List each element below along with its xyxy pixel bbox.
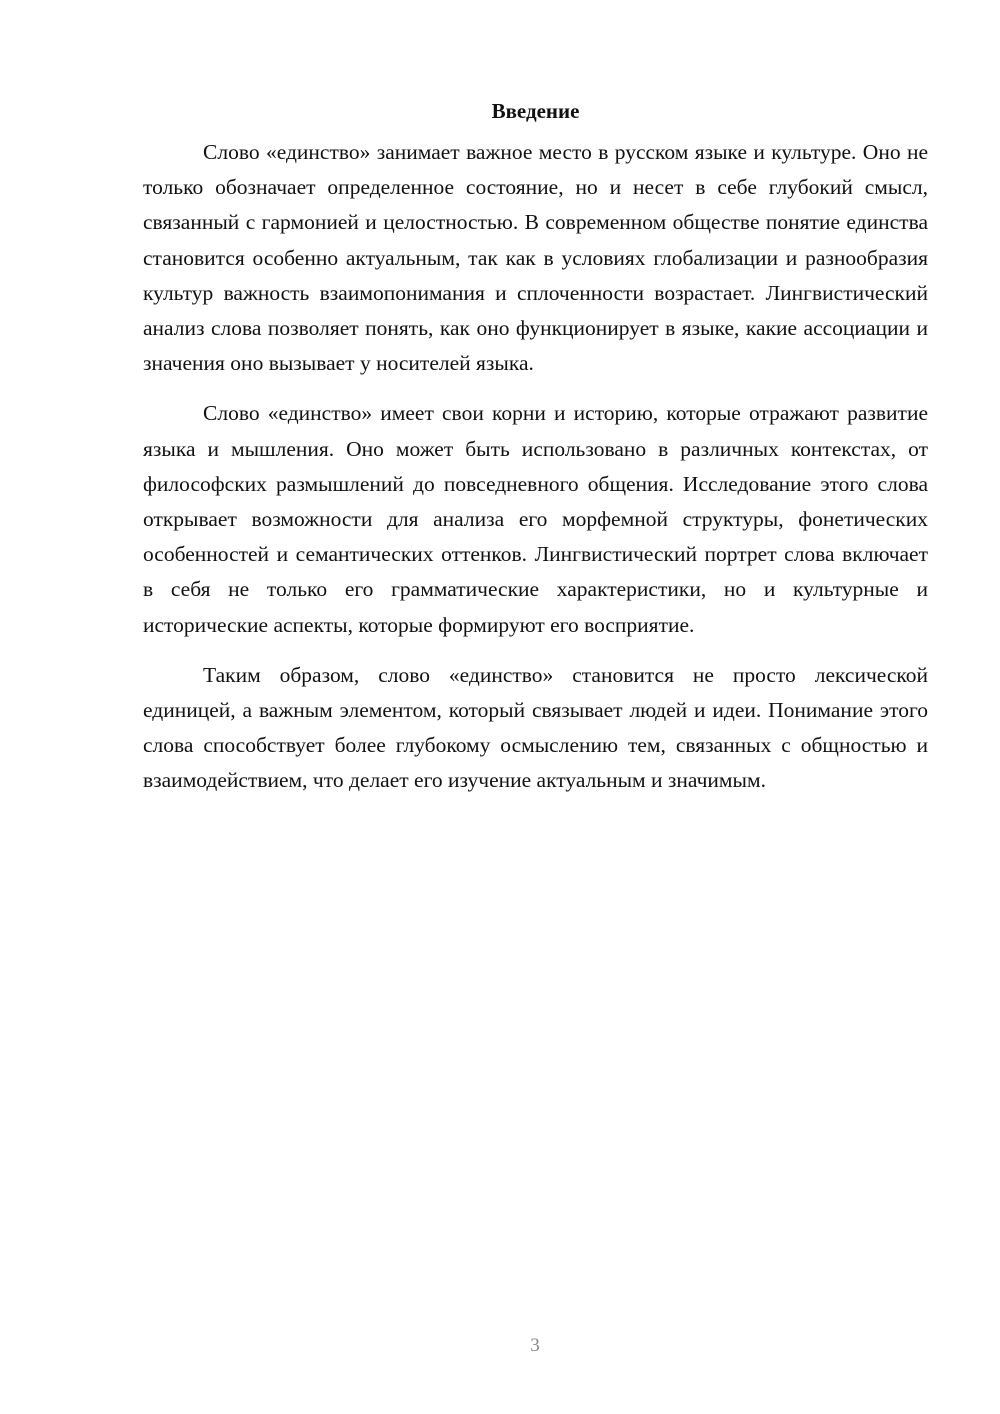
page-number: 3 — [530, 1335, 540, 1356]
paragraph-3: Таким образом, слово «единство» становится не просто лексической единицей, а важным элементом, который связывает людей и идеи. Понимание этого слова способствует более глубокому осмыслению тем, связанных с общностью и взаимодействием, что делает его изучение актуальным и значимым. — [143, 662, 928, 793]
page-content — [143, 95, 928, 814]
paragraph-1: Слово «единство» занимает важное место в русском языке и культуре. Оно не только обозначает определенное состояние, но и несет в себе глубокий смысл, связанный с гармонией и целостностью. В современном обществе понятие единства становится особенно актуальным, так как в условиях глобализации и разнообразия культур важность взаимопонимания и сплоченности возрастает. Лингвистический анализ слова позволяет понять, как оно функционирует в языке, какие ассоциации и значения оно вызывает у носителей языка. — [143, 140, 928, 376]
section-title: Введение — [491, 99, 580, 123]
paragraph-2: Слово «единство» имеет свои корни и историю, которые отражают развитие языка и мышления. Оно может быть использовано в различных контекстах, от философских размышлений до повседневного общения. Исследование этого слова открывает возможности для анализа его морфемной структуры, фонетических особенностей и семантических оттенков. Лингвистический портрет слова включает в себя не только его грамматические характеристики, но и культурные и исторические аспекты, которые формируют его восприятие. — [143, 401, 928, 637]
